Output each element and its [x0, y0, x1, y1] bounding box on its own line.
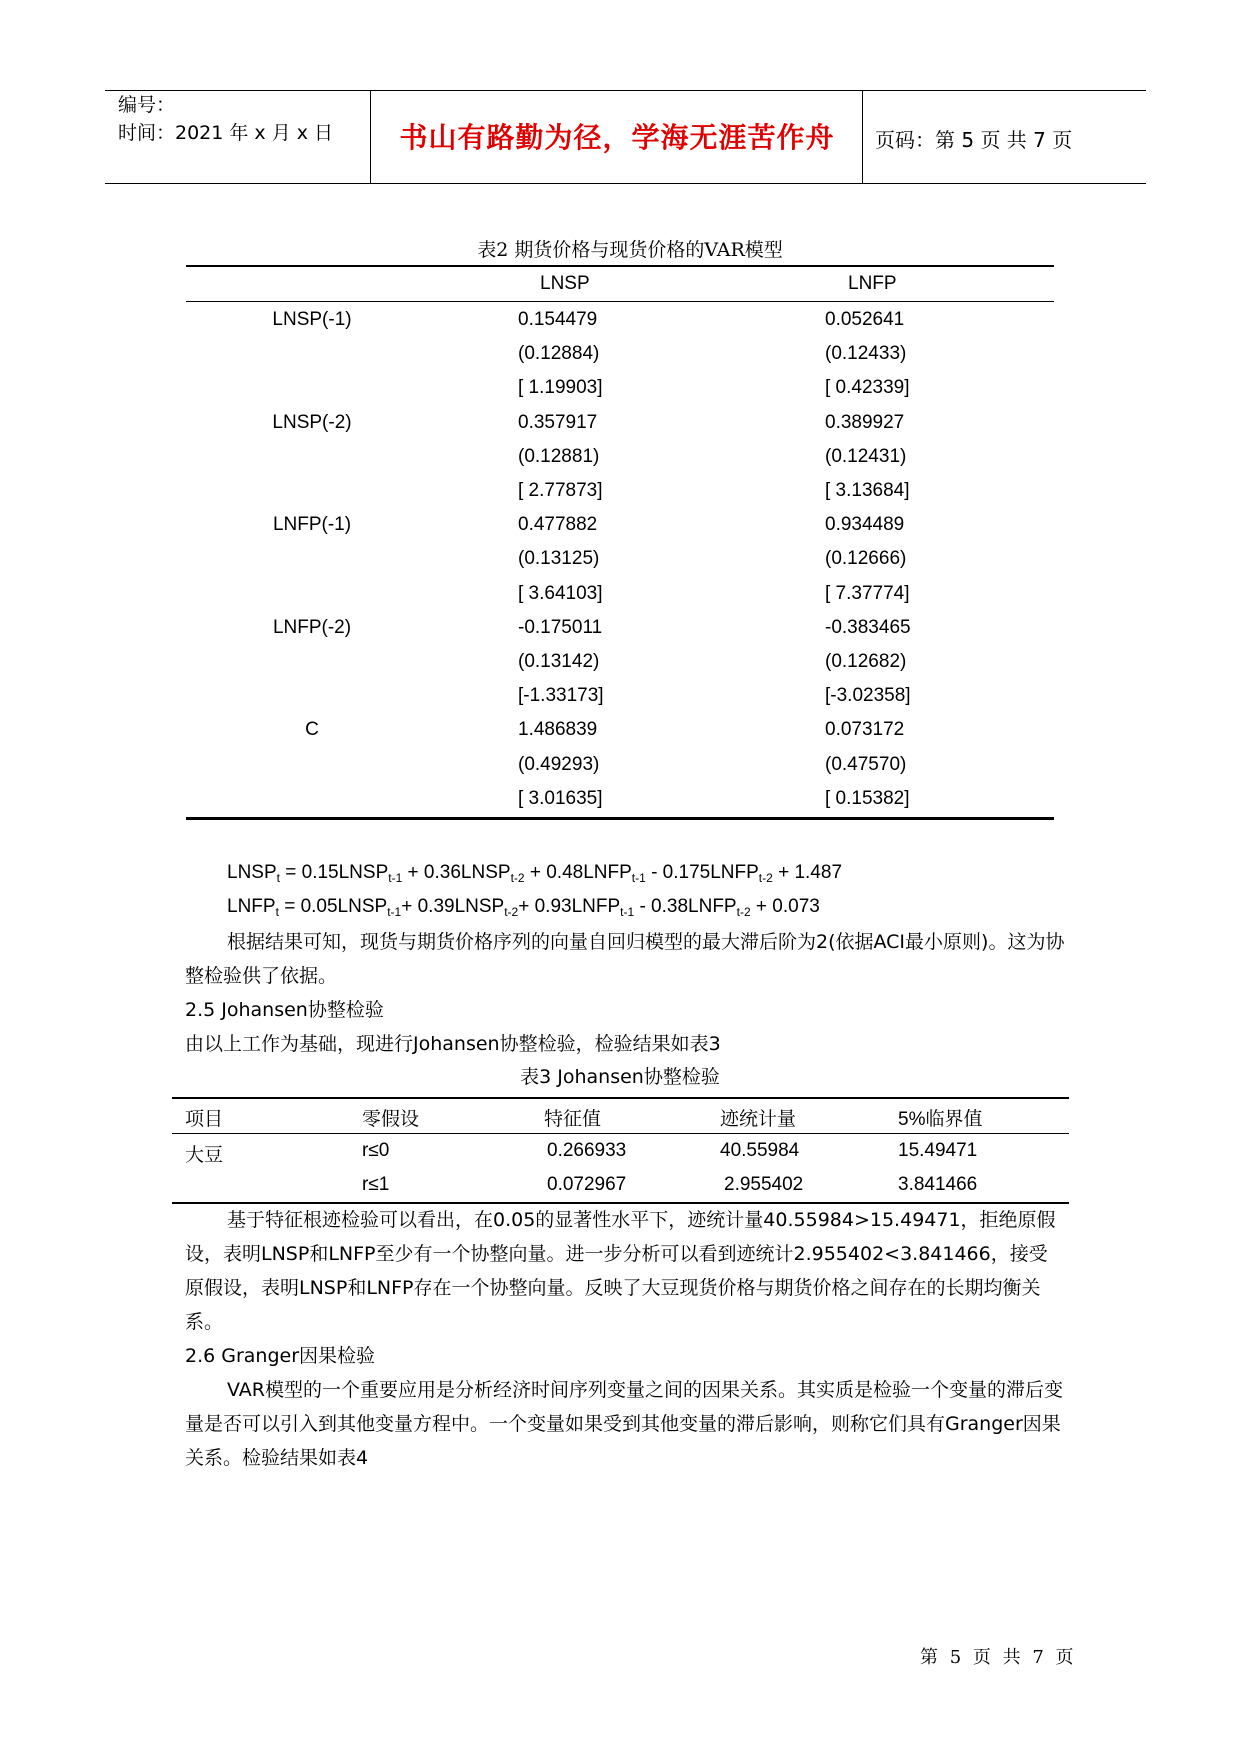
eq2-lhs: LNFP	[227, 896, 276, 917]
table2-cell-lnsp: [ 3.01635]	[518, 787, 603, 809]
table2-cell-lnsp: (0.12881)	[518, 445, 600, 467]
table3-col-header: 项目	[185, 1109, 224, 1130]
eq1-term1: = 0.15LNSP	[279, 862, 389, 883]
table2-cell-lnfp: (0.47570)	[825, 753, 907, 775]
table2-cell-lnsp: 0.477882	[518, 514, 598, 536]
eq2-sub1: t-1	[387, 905, 402, 919]
table3-col-header: 特征值	[544, 1109, 602, 1130]
table2-row-label: LNSP(-2)	[272, 411, 352, 433]
table2-cell-lnfp: 0.073172	[825, 719, 905, 741]
table2-cell-lnfp: [ 0.42339]	[825, 377, 910, 399]
section-heading-2-5: 2.5 Johansen协整检验	[185, 999, 384, 1021]
table2-cell-lnfp: [ 7.37774]	[825, 582, 910, 604]
table2-cell-lnfp: [ 0.15382]	[825, 787, 910, 809]
table3-cell: r≤1	[362, 1174, 390, 1195]
header-time-label: 时间：2021 年 x 月 x 日	[118, 122, 334, 144]
eq2-term2: + 0.39LNSP	[401, 896, 505, 917]
paragraph-result: 根据结果可知，现货与期货价格序列的向量自回归模型的最大滞后阶为2(依据ACI最小原则)。这为协整检验供了依据。	[185, 931, 1065, 987]
table3-top-rule	[172, 1097, 1069, 1099]
equation-lnfp	[227, 896, 820, 919]
table2-cell-lnfp: 0.934489	[825, 514, 905, 536]
eq1-sub4: t-2	[758, 871, 773, 885]
header-divider-right	[862, 91, 863, 184]
header-top-rule	[105, 90, 1146, 91]
table2-cell-lnsp: (0.13142)	[518, 651, 600, 672]
table3-cell: 15.49471	[898, 1140, 978, 1161]
eq1-term5: + 1.487	[772, 862, 843, 883]
eq1-sub1: t-1	[388, 871, 403, 885]
table2-cell-lnsp: (0.49293)	[518, 753, 600, 775]
table2-top-rule	[186, 265, 1054, 267]
eq1-sub2: t-2	[510, 871, 525, 885]
table2-cell-lnfp: 0.389927	[825, 411, 905, 433]
paragraph-johansen-intro: 由以上工作为基础，现进行Johansen协整检验，检验结果如表3	[185, 1033, 721, 1055]
table3-cell: 0.266933	[547, 1140, 627, 1161]
table2-cell-lnfp: (0.12433)	[825, 343, 907, 365]
eq2-term3: + 0.93LNFP	[518, 896, 621, 917]
table3-cell: 2.955402	[724, 1174, 804, 1195]
table3-cell: 0.072967	[547, 1174, 627, 1195]
table2-cell-lnsp: [-1.33173]	[518, 685, 604, 707]
eq2-term1: = 0.05LNSP	[278, 896, 388, 917]
table2-cell-lnfp: [-3.02358]	[825, 685, 911, 707]
eq1-term3: + 0.48LNFP	[524, 862, 632, 883]
header-bottom-rule	[105, 183, 1146, 184]
table2-row-label: LNFP(-2)	[272, 616, 352, 638]
eq2-sub4: t-2	[736, 905, 751, 919]
eq1-term2: + 0.36LNSP	[402, 862, 511, 883]
table2-cell-lnfp: 0.052641	[825, 309, 905, 330]
table3-caption: 表3 Johansen协整检验	[520, 1066, 720, 1088]
table2-cell-lnfp: (0.12666)	[825, 548, 907, 570]
table2-cell-lnfp: [ 3.13684]	[825, 480, 910, 501]
table2-row-label: LNFP(-1)	[272, 514, 352, 536]
table3-cell: 3.841466	[898, 1174, 978, 1195]
table2-caption: 表2 期货价格与现货价格的VAR模型	[477, 239, 783, 261]
table2-cell-lnsp: [ 3.64103]	[518, 582, 603, 604]
paragraph-granger: VAR模型的一个重要应用是分析经济时间序列变量之间的因果关系。其实质是检验一个变量的滞后变量是否可以引入到其他变量方程中。一个变量如果受到其他变量的滞后影响，则称它们具有Granger因果关系。检验结果如表4	[185, 1379, 1063, 1469]
table3-cell: 40.55984	[720, 1140, 800, 1161]
equation-lnsp	[227, 862, 842, 885]
eq1-term4: - 0.175LNFP	[645, 862, 759, 883]
header-divider-left	[370, 91, 371, 184]
table2-cell-lnsp: 0.154479	[518, 309, 598, 330]
table2-col-header-lnfp: LNFP	[848, 273, 897, 294]
header-page-label: 页码：第 5 页 共 7 页	[875, 128, 1073, 152]
eq2-term5: + 0.073	[750, 896, 820, 917]
eq2-lhs-sub: t	[275, 905, 279, 919]
table2-header-rule	[186, 301, 1054, 302]
table2-row-label: C	[305, 719, 319, 741]
footer-page-number: 第 5 页 共 7 页	[920, 1647, 1074, 1668]
table2-cell-lnsp: (0.13125)	[518, 548, 600, 570]
eq2-term4: - 0.38LNFP	[634, 896, 737, 917]
eq2-sub3: t-1	[620, 905, 635, 919]
table3-col-header: 零假设	[362, 1109, 420, 1130]
table2-cell-lnsp: [ 1.19903]	[518, 377, 603, 399]
table2-row-label: LNSP(-1)	[272, 309, 352, 330]
table2-cell-lnsp: 1.486839	[518, 719, 598, 741]
table2-cell-lnsp: -0.175011	[518, 616, 603, 638]
table2-cell-lnfp: (0.12431)	[825, 445, 907, 467]
eq1-sub3: t-1	[631, 871, 646, 885]
table2-cell-lnfp: (0.12682)	[825, 651, 907, 672]
table2-cell-lnsp: 0.357917	[518, 411, 598, 433]
eq1-lhs-sub: t	[276, 871, 280, 885]
table2-cell-lnsp: (0.12884)	[518, 343, 600, 365]
table2-cell-lnfp: -0.383465	[825, 616, 911, 638]
table2-col-header-lnsp: LNSP	[540, 273, 590, 294]
eq1-lhs: LNSP	[227, 862, 277, 883]
table2-bottom-rule	[186, 817, 1054, 820]
header-motto: 书山有路勤为径，学海无涯苦作舟	[399, 121, 835, 154]
table3-col-header: 迹统计量	[720, 1109, 797, 1130]
eq2-sub2: t-2	[504, 905, 519, 919]
section-heading-2-6: 2.6 Granger因果检验	[185, 1345, 376, 1367]
table3-cell: 大豆	[185, 1145, 224, 1166]
table3-col-header: 5%临界值	[898, 1109, 983, 1130]
header-number-label: 编号：	[118, 94, 176, 116]
table2-cell-lnsp: [ 2.77873]	[518, 480, 603, 501]
table3-cell: r≤0	[362, 1140, 390, 1161]
table3-header-rule	[172, 1133, 1069, 1134]
paragraph-trace-test: 基于特征根迹检验可以看出，在0.05的显著性水平下，迹统计量40.55984>15.49471，拒绝原假设，表明LNSP和LNFP至少有一个协整向量。进一步分析可以看到迹统计2.955402<3.841466，接受原假设，表明LNSP和LNFP存在一个协整向量。反映了大豆现货价格与期货价格之间存在的长期均衡关系。	[185, 1209, 1056, 1333]
